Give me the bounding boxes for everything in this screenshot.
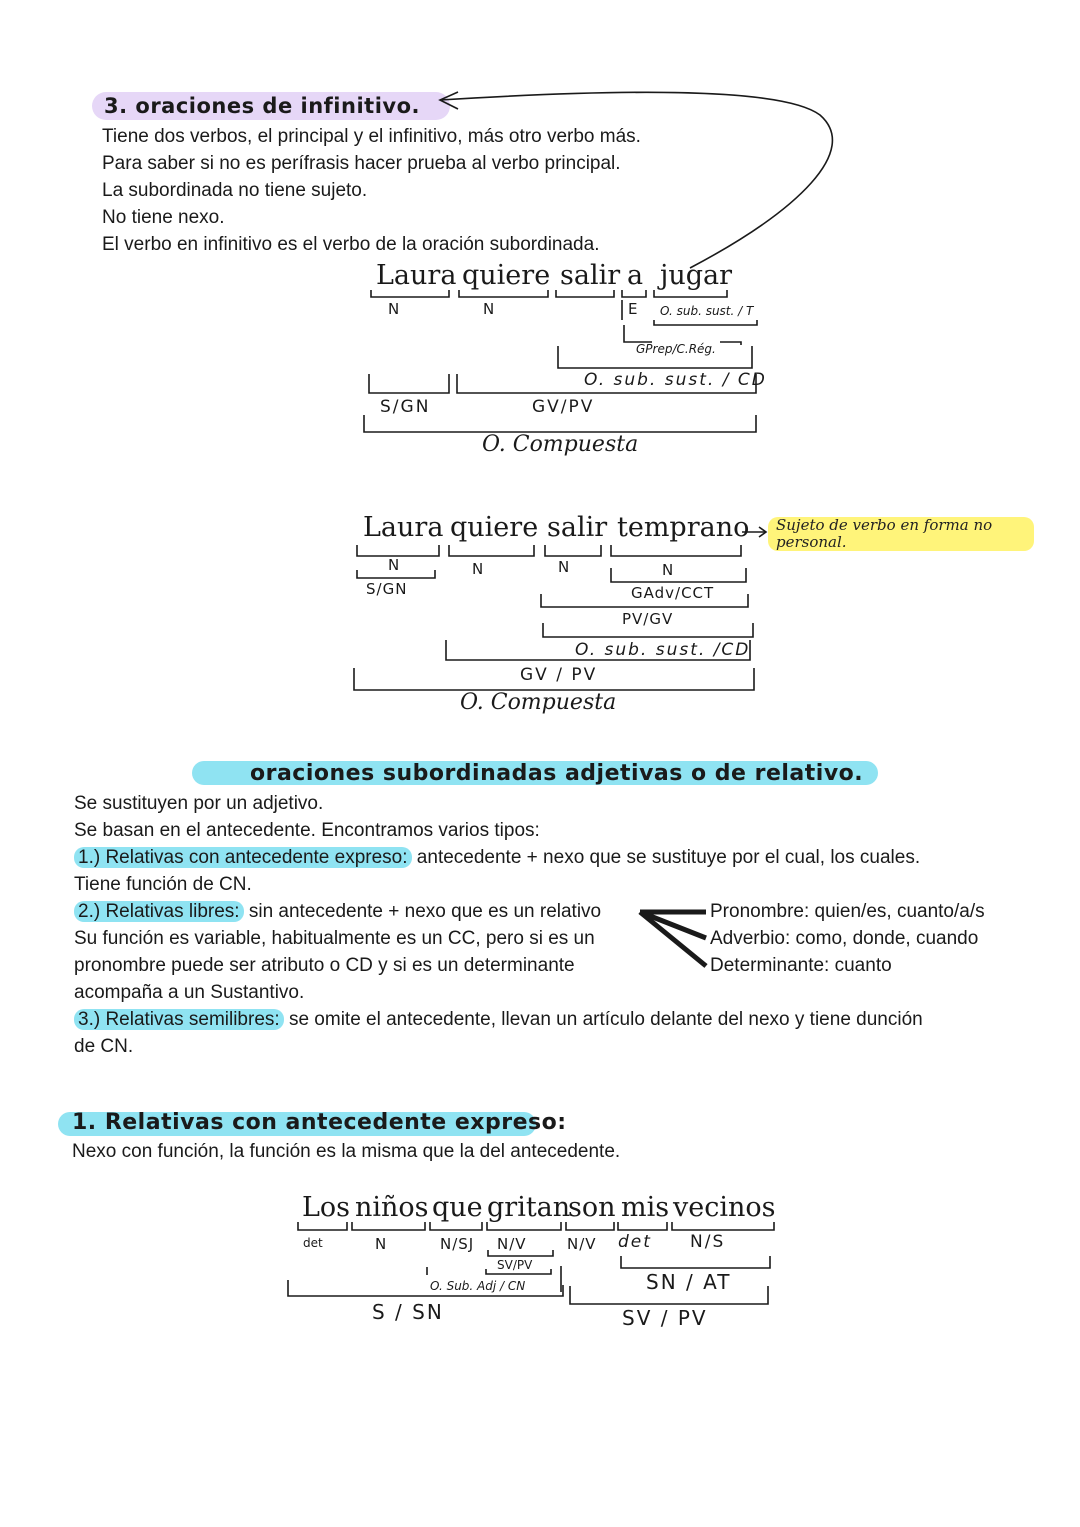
type-label: 2.) Relativas libres: (74, 901, 244, 922)
type-text: antecedente + nexo que se sustituye por el cual, los cuales. (411, 847, 921, 868)
body-line: No tiene nexo. (102, 207, 225, 228)
word: salir (547, 512, 608, 543)
label: PV/GV (622, 610, 674, 628)
body-line: Su función es variable, habitualmente es un CC, pero si es un (74, 928, 595, 949)
word: Los (302, 1192, 351, 1223)
word: Laura (363, 512, 444, 543)
label: O. sub. sust. /CD (575, 640, 751, 660)
label: N (472, 560, 485, 578)
section-title: 3. oraciones de infinitivo. (92, 92, 450, 120)
label: N (388, 556, 401, 574)
label: det (303, 1236, 323, 1250)
word: que (432, 1192, 483, 1223)
type-item: Pronombre: quien/es, cuanto/a/s (710, 901, 985, 922)
word: salir (560, 260, 621, 291)
word: temprano (617, 512, 750, 543)
label: O. Compuesta (460, 690, 617, 715)
body-line: pronombre puede ser atributo o CD y si es un determinante (74, 955, 575, 976)
body-line: Tiene dos verbos, el principal y el infinitivo, más otro verbo más. (102, 126, 641, 147)
label: det (618, 1232, 652, 1252)
label: S/GN (380, 397, 431, 417)
label: N/SJ (440, 1235, 475, 1253)
word: Laura (376, 260, 457, 291)
word: gritan (487, 1192, 571, 1223)
label: GV/PV (532, 397, 595, 417)
arrowhead-icon (440, 92, 458, 109)
label: O. Sub. Adj / CN (430, 1279, 526, 1293)
type-item: Adverbio: como, donde, cuando (710, 928, 979, 949)
label: E (628, 300, 639, 318)
body-line: Se basan en el antecedente. Encontramos varios tipos: (74, 820, 540, 841)
label: N (662, 561, 675, 579)
word: niños (355, 1192, 429, 1223)
label: SV / PV (622, 1306, 708, 1330)
word: jugar (660, 260, 733, 291)
word: son (568, 1192, 616, 1223)
label: N/V (497, 1235, 527, 1253)
label: N (388, 300, 401, 318)
label: O. sub. sust. / T (660, 304, 754, 318)
body-line: Tiene función de CN. (74, 874, 252, 895)
word: a (627, 260, 644, 291)
word: quiere (462, 260, 551, 291)
body-line: de CN. (74, 1036, 134, 1057)
label: N (558, 558, 571, 576)
label: O. sub. sust. / CD (584, 370, 767, 390)
label: SV/PV (497, 1258, 533, 1272)
word: mis (621, 1192, 670, 1223)
word: quiere (450, 512, 539, 543)
label: GAdv/CCT (631, 584, 715, 602)
label: N/V (567, 1235, 597, 1253)
word: vecinos (673, 1192, 776, 1223)
label: N (375, 1235, 388, 1253)
body-line: acompaña a un Sustantivo. (74, 982, 305, 1003)
body-line: Se sustituyen por un adjetivo. (74, 793, 324, 814)
type-item: Determinante: cuanto (710, 955, 892, 976)
label: GV / PV (520, 665, 598, 685)
label: SN / AT (646, 1270, 732, 1294)
note-callout: Sujeto de verbo en forma no personal. (768, 517, 1034, 551)
body-line: Para saber si no es perífrasis hacer prueba al verbo principal. (102, 153, 621, 174)
type-text: sin antecedente + nexo que es un relativo (243, 901, 602, 922)
label: O. Compuesta (482, 432, 639, 457)
sub1-title: 1. Relativas con antecedente expreso: (72, 1110, 567, 1135)
label: GPrep/C.Rég. (636, 342, 716, 356)
body-line: El verbo en infinitivo es el verbo de la oración subordinada. (102, 234, 600, 255)
label: N (483, 300, 496, 318)
sub1-text: Nexo con función, la función es la misma que la del antecedente. (72, 1141, 621, 1162)
label: S / SN (372, 1300, 444, 1324)
relativas-title: oraciones subordinadas adjetivas o de relativo. (250, 761, 864, 786)
curved-arrow-icon (440, 92, 832, 268)
label: S/GN (366, 580, 408, 598)
type-label: 3.) Relativas semilibres: (74, 1009, 284, 1030)
body-line: La subordinada no tiene sujeto. (102, 180, 368, 201)
type-text: se omite el antecedente, llevan un artículo delante del nexo y tiene dunción (283, 1009, 923, 1030)
type-label: 1.) Relativas con antecedente expreso: (74, 847, 412, 868)
label: N/S (690, 1232, 726, 1252)
